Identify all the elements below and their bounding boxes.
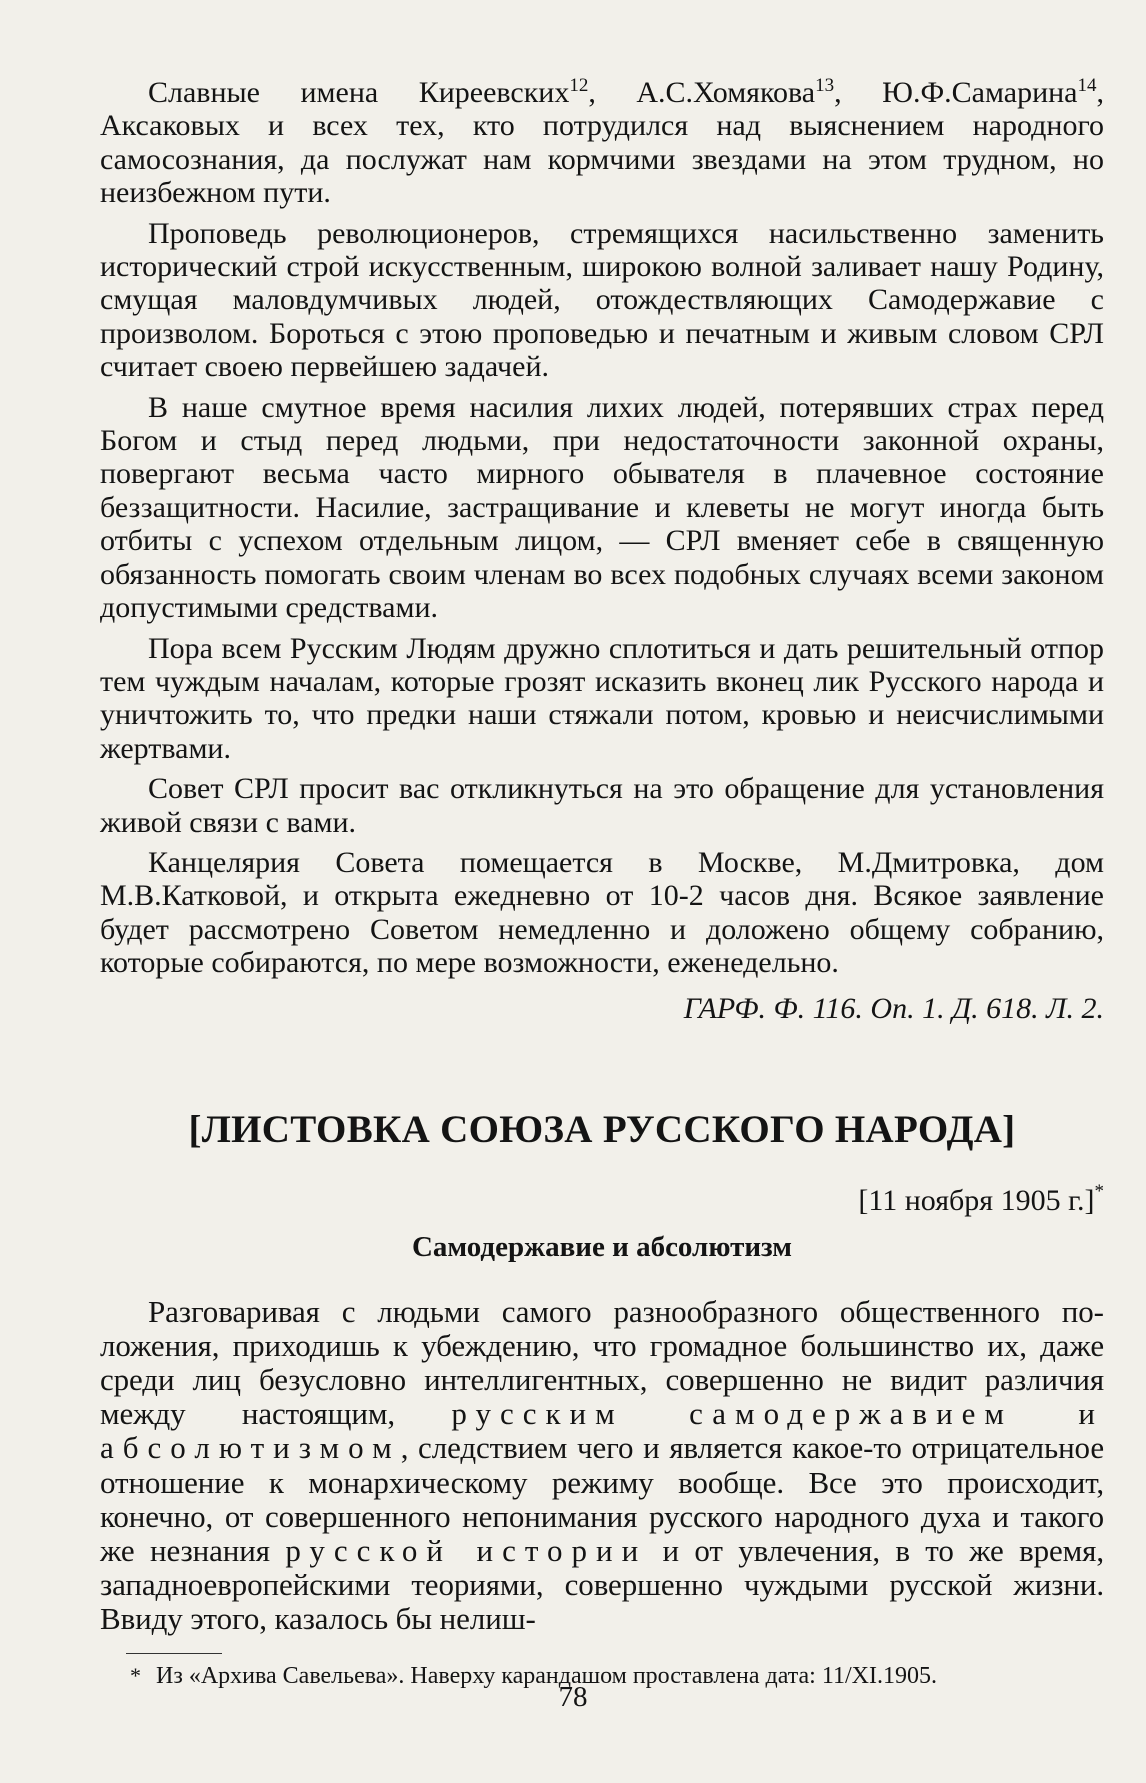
paragraph-4: Пора всем Русским Людям дружно сплотиться и дать решительный отпор тем чуждым началам, которые грозят исказить вконец лик Русского народа и уничтожить то, что предки наши стяжали потом, кровью и неисчислимыми жертвами.: [100, 631, 1104, 765]
text-block: [100, 76, 1104, 1690]
paragraph-1-part-2: , А.С.Хомякова: [588, 76, 816, 109]
document-body-paragraph: [100, 1295, 1104, 1637]
footnote-ref-14: 14: [1077, 75, 1097, 96]
body-spaced-emphasis-1: русским самодержавием и абсолютизмом: [100, 1396, 1104, 1466]
footnote-ref-13: 13: [815, 75, 835, 96]
document-subtitle: Самодержавие и абсолютизм: [411, 1230, 793, 1263]
footnote-mark: *: [130, 1662, 141, 1688]
paragraph-1: [100, 76, 1104, 210]
paragraph-1-part-4: , Аксаковых и всех тех, кто потрудился над выяснением народного самосознания, да послужат нам кормчими звездами на этом трудном, но неизбежном пути.: [100, 76, 1104, 210]
footnote-divider: [126, 1653, 222, 1654]
paragraph-2: Проповедь революционеров, стремящихся насильственно заменить исторический строй искусственным, широкою волной заливает нашу Родину, смущая маловдумчивых людей, отождествляющих Самодержавие с произволом. Бороться с этою проповедью и печатным и живым словом СРЛ считает своею первейшею задачей.: [100, 216, 1104, 384]
document-title: [ЛИСТОВКА СОЮЗА РУССКОГО НАРОДА]: [188, 1107, 1016, 1151]
paragraph-1-part-3: , Ю.Ф.Самарина: [834, 76, 1078, 109]
body-text-part-3: и от увлечения, в то же время, западноевропейскими теориями, совершенно чуждыми русской жизни. Ввиду этого, казалось бы нелиш-: [100, 1532, 1104, 1637]
body-text-part-2: , следствием чего и является какое-то отрицательное отношение к монархическому режиму вообще. Все это происходит, конечно, от совершенного непонимания русского народного духа и такого же незнания: [100, 1430, 1104, 1568]
footnote-text: Из «Архива Савельева». Наверху карандашом проставлена дата: 11/XI.1905.: [156, 1662, 937, 1689]
paragraph-3: В наше смутное время насилия лихих людей, потерявших страх перед Богом и стыд перед людьми, при недостаточности законной охраны, повергают весьма часто мирного обывателя в плачевное состояние беззащитности. Насилие, застращивание и клеветы не могут иногда быть отбиты с успехом отдельным лицом, — СРЛ вменяет себе в священную обязанность помогать своим членам во всех подобных случаях всеми законом допустимыми средствами.: [100, 390, 1104, 625]
document-date-text: [11 ноября 1905 г.]: [858, 1183, 1095, 1217]
body-text-part-1: Разговаривая с людьми самого разнообразного общественного положения, приходишь к убеждению, что громадное большинство их, даже среди лиц безусловно интеллигентных, совершенно не видит различия между настоящим,: [100, 1293, 1104, 1432]
body-spaced-emphasis-2: русской истории: [285, 1532, 648, 1568]
paragraph-1-part-1: Славные имена Киреевских: [148, 76, 570, 109]
archive-reference: ГАРФ. Ф. 116. Оп. 1. Д. 618. Л. 2.: [683, 991, 1104, 1025]
paragraph-5: Совет СРЛ просит вас откликнуться на это обращение для установления живой связи с вами.: [100, 772, 1104, 839]
page-number: 78: [558, 1681, 588, 1713]
footnote-ref-12: 12: [569, 75, 589, 96]
document-date: [100, 1180, 1104, 1218]
document-date-footnote-mark: *: [1094, 1180, 1104, 1202]
paragraph-6: Канцелярия Совета помещается в Москве, М.Дмитровка, дом М.В.Катковой, и открыта ежедневно от 10-2 часов дня. Всякое заявление будет рассмотрено Советом немедленно и доложено общему собранию, которые собираются, по мере возможности, еженедельно.: [100, 845, 1104, 980]
